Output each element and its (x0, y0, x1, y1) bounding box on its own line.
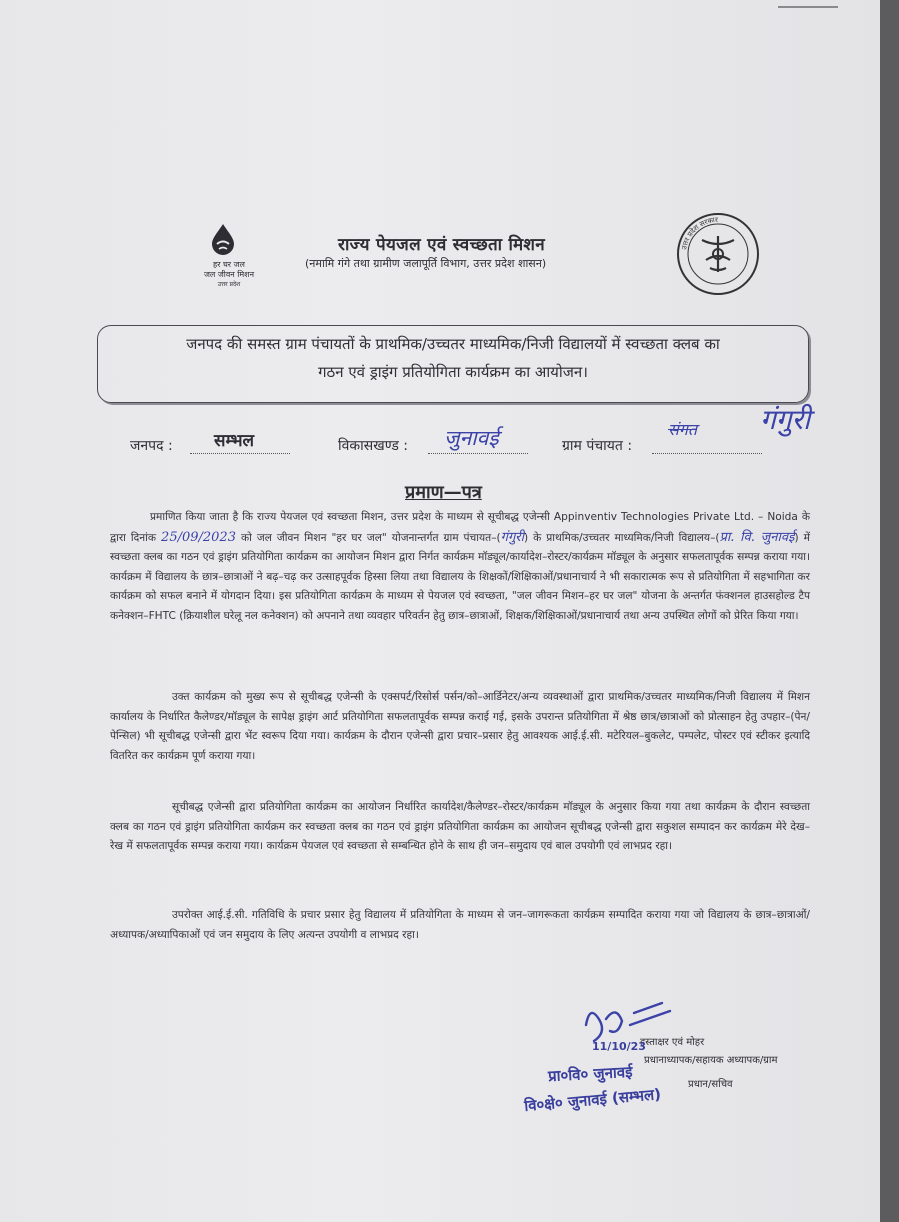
logo-caption-3: उत्तर प्रदेश (217, 281, 241, 288)
handwritten-school-name: प्रा. वि. जुनावई (719, 529, 795, 545)
har-ghar-jal-logo (188, 222, 270, 292)
panchayat-value: गंगुरी (760, 403, 811, 436)
stamp-date: 11/10/23 (592, 1040, 646, 1053)
paper-mark (778, 6, 838, 8)
banner-line-2: गठन एवं ड्राइंग प्रतियोगिता कार्यक्रम का आयोजन। (318, 363, 588, 381)
program-banner (97, 325, 809, 403)
district-label: जनपद : (130, 438, 173, 454)
up-government-seal (672, 210, 764, 298)
handwritten-gram-panchayat: गंगुरी (500, 529, 524, 545)
certificate-paragraph-3 (110, 798, 810, 857)
mission-title: राज्य पेयजल एवं स्वच्छता मिशन (338, 235, 546, 255)
certificate-paragraph-4 (110, 906, 810, 945)
signature-label-2: प्रधानाध्यापक/सहायक अध्यापक/ग्राम (644, 1055, 778, 1066)
block-underline (428, 452, 528, 454)
paragraph-2-text: उक्त कार्यक्रम को मुख्य रूप से सूचीबद्ध एजेन्सी के एक्सपर्ट/रिसोर्स पर्सन/को–आर्डिनेटर/अन्य व्यवस्थाओं द्वारा प्राथमिक/उच्चतर माध्यमिक/निजी विद्यालय में मिशन कार्यालय के निर्धारित कैलेण्डर/मॉड्यूल के सापेक्ष ड्राइंग आर्ट प्रतियोगिता सफलतापूर्वक सम्पन्न कराई गई, इसके उपरान्त प्रतियोगिता में श्रेष्ठ छात्र/छात्राओं को प्रोत्साहन हेतु उपहार–(पेन/पेन्सिल) भी सूचीबद्ध एजेन्सी द्वारा भेंट स्वरूप दिया गया। कार्यक्रम के दौरान एजेन्सी द्वारा प्रचार–प्रसार हेतु आवश्यक आई.ई.सी. मटेरियल–बुकलेट, पम्पलेट, पोस्टर एवं स्टीकर इत्यादि वितरित कर कार्यक्रम पूर्ण कराया गया। (110, 691, 810, 762)
logo-caption-2: जल जीवन मिशन (203, 270, 255, 279)
panchayat-struck-value: संगत (668, 420, 697, 439)
seal-text: उत्तर प्रदेश सरकार (680, 215, 719, 251)
water-drop-icon (206, 222, 240, 256)
panchayat-label: ग्राम पंचायत : (562, 438, 633, 454)
svg-text:उत्तर प्रदेश सरकार (680, 216, 718, 250)
paragraph-3-text: सूचीबद्ध एजेन्सी द्वारा प्रतियोगिता कार्यक्रम का आयोजन निर्धारित कार्यादेश/कैलेण्डर–रोस्टर/कार्यक्रम मॉड्यूल के अनुसार किया गया तथा कार्यक्रम के दौरान स्वच्छता क्लब का गठन एवं ड्राइंग प्रतियोगिता कार्यक्रम कर स्वच्छता क्लब का गठन एवं ड्राइंग प्रतियोगिता कार्यक्रम का आयोजन सूचीबद्ध एजेन्सी द्वारा सकुशल सम्पादन कर कार्यक्रम मेरे देख–रेख में सफलतापूर्वक सम्पन्न कराया गया। कार्यक्रम पेयजल एवं स्वच्छता से सम्बन्धित होने के साथ ही जन–समुदाय एवं बाल उपयोगी एवं लाभप्रद रहा। (110, 801, 810, 853)
signature-label-3: प्रधान/सचिव (688, 1079, 733, 1090)
mission-subtitle: (नमामि गंगे तथा ग्रामीण जलापूर्ति विभाग, उत्तर प्रदेश शासन) (305, 257, 547, 270)
panchayat-underline (652, 452, 762, 454)
signature-label-1: हस्ताक्षर एवं मोहर (640, 1037, 705, 1048)
school-stamp-line-1: प्रा०वि० जुनावई (547, 1062, 633, 1086)
background-edge (880, 0, 899, 1222)
certificate-paragraph-2 (110, 688, 810, 766)
certificate-paragraph-1 (110, 508, 810, 627)
district-value: सम्भल (214, 431, 255, 451)
block-value: जुनावई (444, 426, 499, 450)
school-stamp-line-2: वि०क्षे० जुनावई (सम्भल) (523, 1085, 662, 1115)
paragraph-1-text: प्रमाणित किया जाता है कि राज्य पेयजल एवं स्वच्छता मिशन, उत्तर प्रदेश के माध्यम से सूचीबद्ध एजेन्सी Appinventiv Technologies Private Ltd. – Noida के द्वारा दिनांक 25/09/2023 को जल जीवन मिशन "हर घर जल" योजनान्तर्गत ग्राम पंचायत–(गंगुरी) के प्राथमिक/उच्चतर माध्यमिक/निजी विद्यालय–(प्रा. वि. जुनावई) में स्वच्छता क्लब का गठन एवं ड्राइंग प्रतियोगिता कार्यक्रम का आयोजन मिशन द्वारा निर्गत कार्यक्रम मॉड्यूल/कार्यादेश–रोस्टर/कार्यक्रम मॉड्यूल के अनुसार सफलतापूर्वक सम्पन्न कराया गया। कार्यक्रम में विद्यालय के छात्र–छात्राओं ने बढ़–चढ़ कर उत्साहपूर्वक हिस्सा लिया तथा विद्यालय के शिक्षकों/शिक्षिकाओं/प्रधानाचार्य ने भी सकारात्मक रूप से प्रतियोगिता में सहभागिता कर कार्यक्रम को सफल बनाने में योगदान दिया। इस प्रतियोगिता कार्यक्रम के माध्यम से पेयजल एवं स्वच्छता, "जल जीवन मिशन–हर घर जल" योजना के अन्तर्गत फंक्शनल हाउसहोल्ड टैप कनेक्शन–FHTC (क्रियाशील घरेलू नल कनेक्शन) को अपनाने तथा व्यवहार परिवर्तन हेतु छात्र–छात्राओं, शिक्षक/शिक्षिकाओं/प्रधानाचार्य तथा अन्य उपस्थित लोगों को प्रेरित किया गया। (110, 511, 810, 622)
district-underline (190, 452, 290, 454)
logo-caption-1: हर घर जल (213, 260, 245, 269)
handwritten-date: 25/09/2023 (161, 529, 236, 545)
block-label: विकासखण्ड : (338, 438, 409, 454)
certificate-title: प्रमाण—पत्र (405, 482, 482, 503)
paragraph-4-text: उपरोक्त आई.ई.सी. गतिविधि के प्रचार प्रसार हेतु विद्यालय में प्रतियोगिता के माध्यम से जन–जागरूकता कार्यक्रम सम्पादित कराया गया जो विद्यालय के छात्र–छात्राओं/अध्यापक/अध्यापिकाओं एवं जन समुदाय के लिए अत्यन्त उपयोगी व लाभप्रद रहा। (110, 909, 810, 941)
banner-line-1: जनपद की समस्त ग्राम पंचायतों के प्राथमिक/उच्चतर माध्यमिक/निजी विद्यालयों में स्वच्छता क्लब का (186, 335, 720, 353)
